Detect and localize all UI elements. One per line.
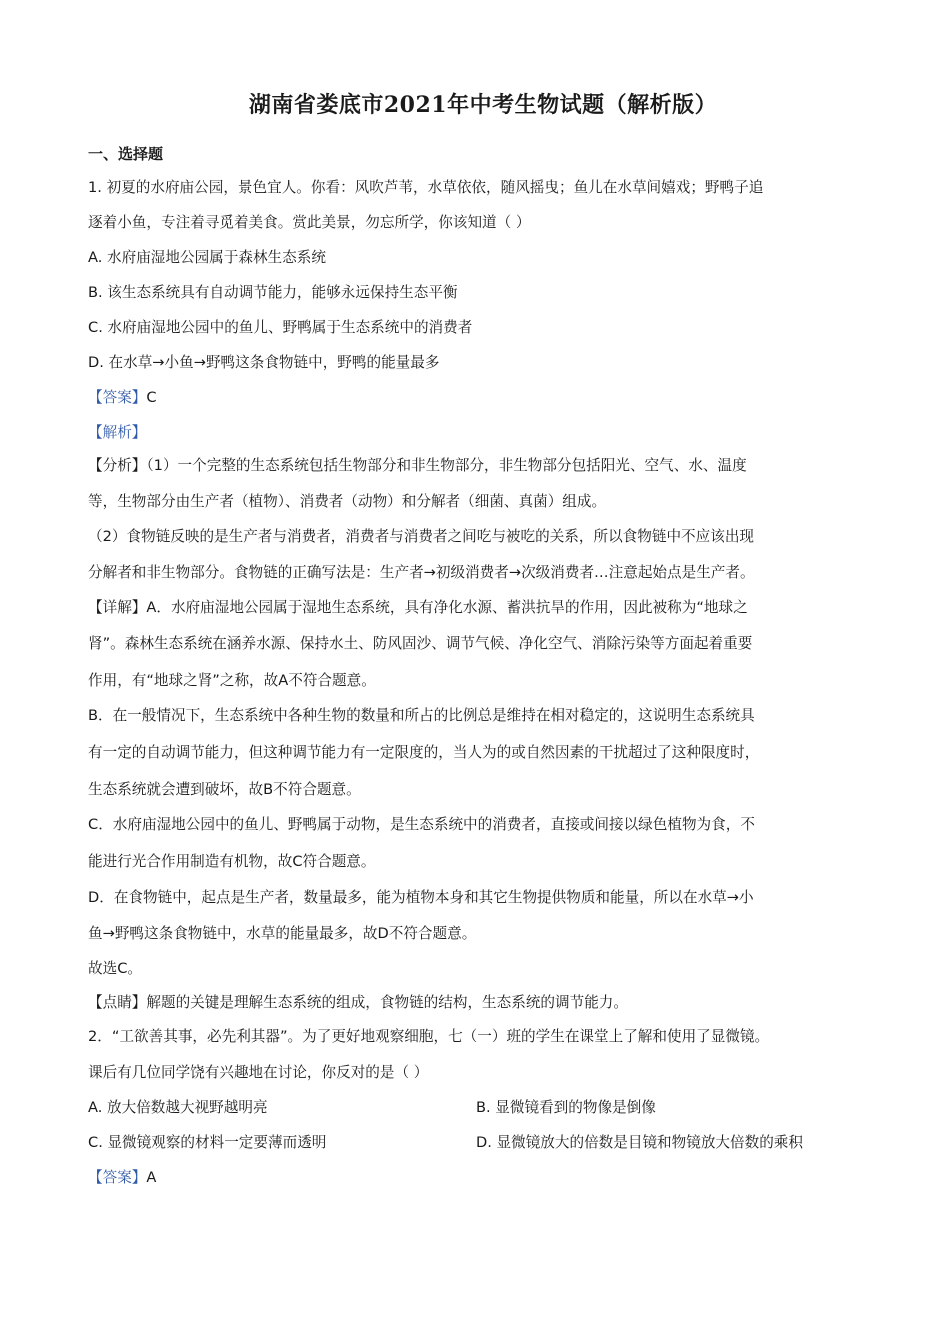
q1-stem-line-1: 1. 初夏的水府庙公园，景色宜人。你看：风吹芦苇，水草依依，随风摇曳；鱼儿在水草间嬉戏；野鸭子追 (88, 179, 764, 196)
answer-value: C (146, 389, 157, 406)
answer-value: A (146, 1169, 157, 1186)
q2-stem-line-1: 2．“工欲善其事，必先利其器”。为了更好地观察细胞，七（一）班的学生在课堂上了解和使用了显微镜。 (88, 1028, 770, 1045)
analysis-line: D．在食物链中，起点是生产者，数量最多，能为植物本身和其它生物提供物质和能量，所以在水草→小 (88, 889, 754, 906)
q2-option-d: D. 显微镜放大的倍数是目镜和物镜放大倍数的乘积 (476, 1134, 803, 1151)
analysis-line: 能进行光合作用制造有机物，故C符合题意。 (88, 853, 376, 870)
q1-option-a: A. 水府庙湿地公园属于森林生态系统 (88, 249, 326, 266)
analysis-line: 等，生物部分由生产者（植物）、消费者（动物）和分解者（细菌、真菌）组成。 (88, 493, 607, 510)
q1-option-c: C. 水府庙湿地公园中的鱼儿、野鸭属于生态系统中的消费者 (88, 319, 473, 336)
document-title: 湖南省娄底市2021年中考生物试题（解析版） (248, 92, 718, 118)
analysis-line: 肾”。森林生态系统在涵养水源、保持水土、防风固沙、调节气候、净化空气、消除污染等方面起着重要 (88, 635, 753, 652)
q1-analysis-label: 【解析】 (88, 424, 147, 441)
q1-stem-line-2: 逐着小鱼，专注着寻觅着美食。赏此美景，勿忘所学，你该知道（ ） (88, 214, 531, 231)
analysis-line: 【点睛】解题的关键是理解生态系统的组成，食物链的结构，生态系统的调节能力。 (88, 994, 628, 1011)
q2-option-a: A. 放大倍数越大视野越明亮 (88, 1099, 268, 1116)
analysis-line: 【详解】A．水府庙湿地公园属于湿地生态系统，具有净化水源、蓄洪抗旱的作用，因此被称为“地球之 (88, 599, 748, 616)
q2-answer (88, 1168, 156, 1188)
q2-option-c: C. 显微镜观察的材料一定要薄而透明 (88, 1134, 327, 1151)
q2-option-b: B. 显微镜看到的物像是倒像 (476, 1099, 656, 1116)
analysis-line: 故选C。 (88, 960, 142, 977)
analysis-line: 【分析】（1）一个完整的生态系统包括生物部分和非生物部分，非生物部分包括阳光、空气、水、温度 (88, 457, 747, 474)
answer-label: 【答案】 (88, 1169, 147, 1186)
section-heading: 一、选择题 (88, 145, 164, 163)
analysis-line: C．水府庙湿地公园中的鱼儿、野鸭属于动物，是生态系统中的消费者，直接或间接以绿色植物为食，不 (88, 816, 755, 833)
analysis-line: （2）食物链反映的是生产者与消费者，消费者与消费者之间吃与被吃的关系，所以食物链中不应该出现 (88, 528, 755, 545)
q1-answer (88, 388, 157, 408)
analysis-line: 作用，有“地球之肾”之称，故A不符合题意。 (88, 672, 376, 689)
analysis-line: 有一定的自动调节能力，但这种调节能力有一定限度的，当人为的或自然因素的干扰超过了这种限度时， (88, 744, 760, 761)
q1-option-b: B. 该生态系统具有自动调节能力，能够永远保持生态平衡 (88, 284, 458, 301)
analysis-line: 鱼→野鸭这条食物链中，水草的能量最多，故D不符合题意。 (88, 925, 477, 942)
q2-stem-line-2: 课后有几位同学饶有兴趣地在讨论，你反对的是（ ） (88, 1064, 429, 1081)
analysis-line: 分解者和非生物部分。食物链的正确写法是：生产者→初级消费者→次级消费者…注意起始点是生产者。 (88, 564, 755, 581)
analysis-line: B．在一般情况下，生态系统中各种生物的数量和所占的比例总是维持在相对稳定的，这说明生态系统具 (88, 707, 755, 724)
answer-label: 【答案】 (88, 389, 147, 406)
analysis-line: 生态系统就会遭到破坏，故B不符合题意。 (88, 781, 361, 798)
q1-option-d: D. 在水草→小鱼→野鸭这条食物链中，野鸭的能量最多 (88, 354, 440, 371)
